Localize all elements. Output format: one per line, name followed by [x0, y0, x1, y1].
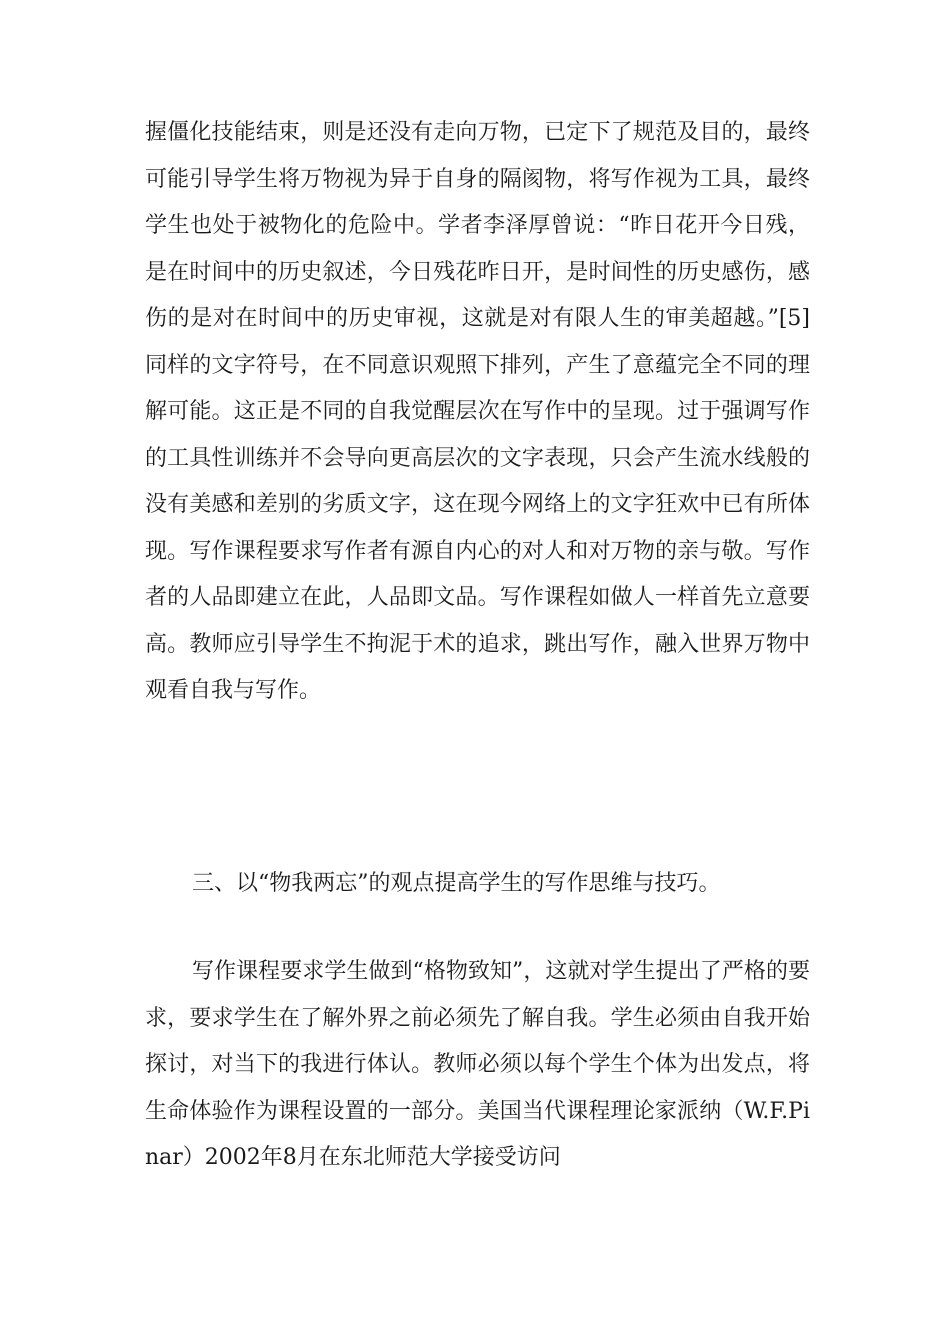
section-heading: 三、以“物我两忘”的观点提高学生的写作思维与技巧。 [192, 871, 721, 896]
body-paragraph-1: 握僵化技能结束，则是还没有走向万物，已定下了规范及目的，最终可能引导学生将万物视为异于自身的隔阂物，将写作视为工具，最终学生也处于被物化的危险中。学者李泽厚曾说：“昨日花开今日残，是在时间中的历史叙述，今日残花昨日开，是时间性的历史感伤，感伤的是对在时间中的历史审视，这就是对有限人生的审美超越。”[5]同样的文字符号，在不同意识观照下排列，产生了意蕴完全不同的理解可能。这正是不同的自我觉醒层次在写作中的呈现。过于强调写作的工具性训练并不会导向更高层次的文字表现，只会产生流水线般的没有美感和差别的劣质文字，这在现今网络上的文字狂欢中已有所体现。写作课程要求写作者有源自内心的对人和对万物的亲与敬。写作者的人品即建立在此，人品即文品。写作课程如做人一样首先立意要高。教师应引导学生不拘泥于术的追求，跳出写作，融入世界万物中观看自我与写作。 [145, 120, 810, 703]
body-paragraph-2: 写作课程要求学生做到“格物致知”，这就对学生提出了严格的要求，要求学生在了解外界之前必须先了解自我。学生必须由自我开始探讨，对当下的我进行体认。教师必须以每个学生个体为出发点，将生命体验作为课程设置的一部分。美国当代课程理论家派纳（W.F.Pinar）2002年8月在东北师范大学接受访问 [145, 959, 810, 1170]
